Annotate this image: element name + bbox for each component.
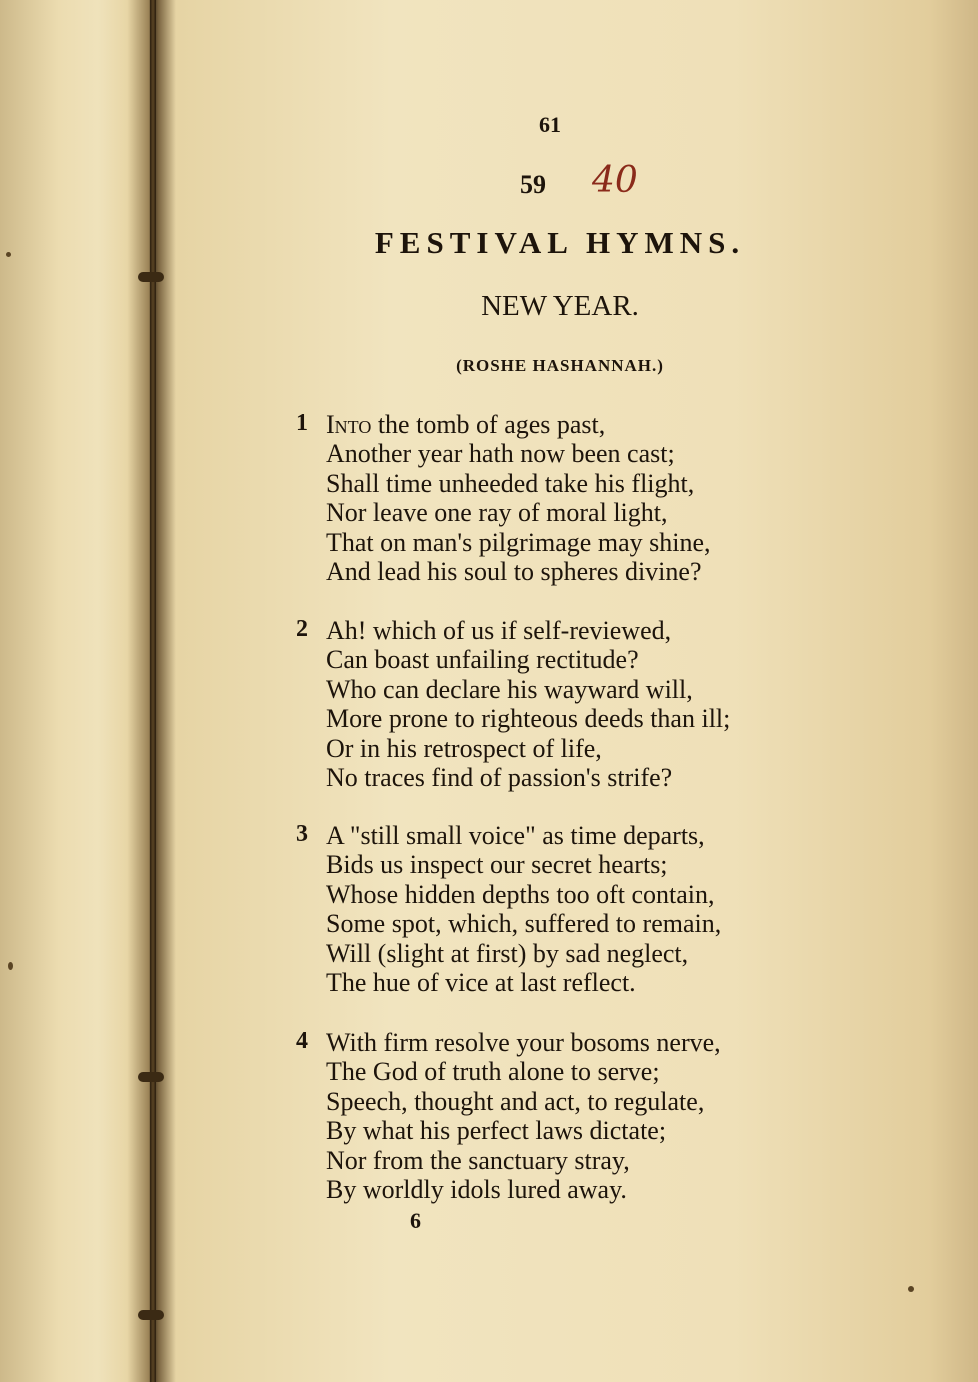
page-number: 61 bbox=[539, 112, 561, 137]
signature-mark: 6 bbox=[410, 1208, 421, 1233]
verse-line: The God of truth alone to serve; bbox=[326, 1057, 660, 1086]
verse-line: Nor from the sanctuary stray, bbox=[326, 1146, 630, 1175]
verse-line: Speech, thought and act, to regulate, bbox=[326, 1087, 705, 1116]
section-title: FESTIVAL HYMNS. bbox=[374, 225, 746, 260]
verse-line: Nor leave one ray of moral light, bbox=[326, 498, 668, 527]
stanza-number: 3 bbox=[296, 821, 308, 847]
verse-line: Shall time unheeded take his flight, bbox=[326, 469, 695, 498]
verse-line: That on man's pilgrimage may shine, bbox=[326, 528, 711, 557]
hymn-title: NEW YEAR. bbox=[481, 290, 639, 322]
verse-line: Whose hidden depths too oft contain, bbox=[326, 880, 715, 909]
verse-line: With firm resolve your bosoms nerve, bbox=[326, 1028, 721, 1057]
verse-line: By what his perfect laws dictate; bbox=[326, 1116, 667, 1145]
verse-line: By worldly idols lured away. bbox=[326, 1175, 627, 1204]
verse-line: Bids us inspect our secret hearts; bbox=[326, 850, 668, 879]
verse-line bbox=[326, 410, 605, 440]
stanza-number: 1 bbox=[296, 410, 308, 436]
stanza-number: 2 bbox=[296, 616, 308, 642]
verse-line: No traces find of passion's strife? bbox=[326, 763, 673, 792]
hymn-subtitle: (ROSHE HASHANNAH.) bbox=[456, 356, 664, 375]
verse-line: Ah! which of us if self-reviewed, bbox=[326, 616, 672, 645]
hymn-number: 59 bbox=[520, 170, 546, 199]
verse-line: A "still small voice" as time departs, bbox=[326, 821, 705, 850]
verse-line: Another year hath now been cast; bbox=[326, 439, 675, 468]
verse-line: And lead his soul to spheres divine? bbox=[326, 557, 702, 586]
verse-line: Can boast unfailing rectitude? bbox=[326, 645, 639, 674]
verse-line: Or in his retrospect of life, bbox=[326, 734, 602, 763]
drop-word: Into bbox=[326, 410, 372, 439]
verse-line: Who can declare his wayward will, bbox=[326, 675, 693, 704]
verse-line-text: the tomb of ages past, bbox=[371, 410, 606, 439]
stanza-number: 4 bbox=[296, 1028, 308, 1054]
verse-line: More prone to righteous deeds than ill; bbox=[326, 704, 731, 733]
verse-line: Will (slight at first) by sad neglect, bbox=[326, 939, 689, 968]
verse-line: The hue of vice at last reflect. bbox=[326, 968, 636, 997]
verse-line: Some spot, which, suffered to remain, bbox=[326, 909, 722, 938]
handwritten-number: 40 bbox=[592, 160, 638, 201]
